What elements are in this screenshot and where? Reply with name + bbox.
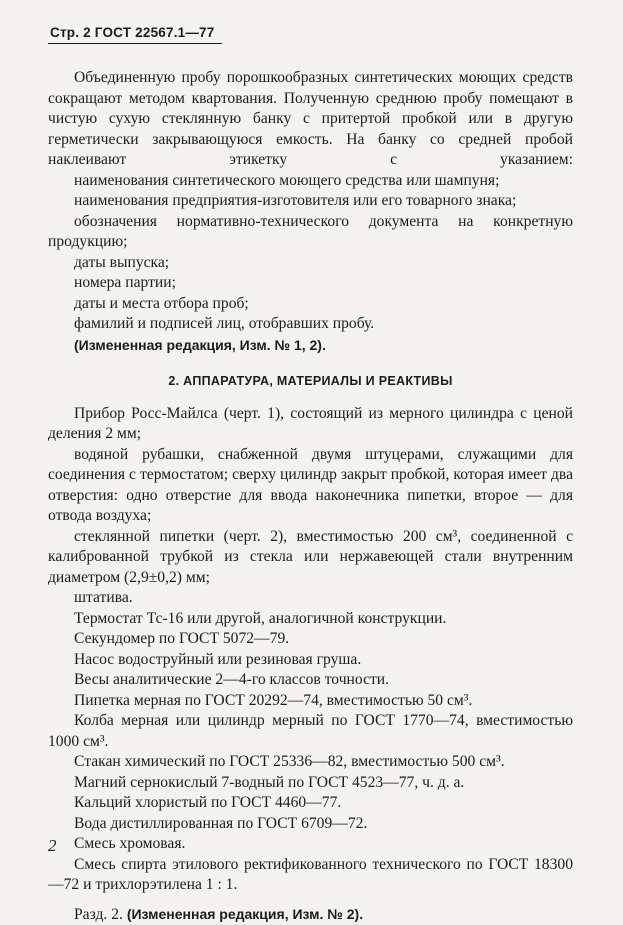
section-amendment xyxy=(48,904,573,925)
equipment-item: Прибор Росс-Майлса (черт. 1), состоящий из мерного цилиндра с ценой деления 2 мм; xyxy=(48,404,573,445)
section-ref: Разд. 2. xyxy=(74,906,123,923)
equipment-item: Термостат Тс-16 или другой, аналогичной конструкции. xyxy=(48,609,573,630)
label-item: даты выпуска; xyxy=(48,253,573,274)
page-number: 2 xyxy=(48,836,57,856)
label-item: даты и места отбора проб; xyxy=(48,294,573,315)
label-item: обозначения нормативно-технического документа на конкретную продукцию; xyxy=(48,212,573,253)
equipment-item: Секундомер по ГОСТ 5072—79. xyxy=(48,629,573,650)
equipment-item: стеклянной пипетки (черт. 2), вместимостью 200 см³, соединенной с калиброванной трубкой из стекла или нержавеющей стали внутренним диаметром (2,9±0,2) мм; xyxy=(48,527,573,589)
label-item: фамилий и подписей лиц, отобравших пробу. xyxy=(48,314,573,335)
equipment-item: Вода дистиллированная по ГОСТ 6709—72. xyxy=(48,814,573,835)
equipment-item: штатива. xyxy=(48,588,573,609)
intro-paragraph: Объединенную пробу порошкообразных синтетических моющих средств сокращают методом квартования. Полученную среднюю пробу помещают в чистую сухую стеклянную банку с притертой пробкой или в другую герметически закрывающуюся емкость. На банку со средней пробой наклеивают этикетку с указанием: xyxy=(48,68,573,171)
equipment-item: Стакан химический по ГОСТ 25336—82, вместимостью 500 см³. xyxy=(48,752,573,773)
header-rule xyxy=(48,43,222,44)
equipment-item: Пипетка мерная по ГОСТ 20292—74, вместимостью 50 см³. xyxy=(48,691,573,712)
label-item: наименования синтетического моющего средства или шампуня; xyxy=(48,171,573,192)
label-item: номера партии; xyxy=(48,273,573,294)
equipment-item: Смесь спирта этилового ректификованного технического по ГОСТ 18300—72 и трихлорэтилена 1 : 1. xyxy=(48,855,573,896)
equipment-item: Смесь хромовая. xyxy=(48,834,573,855)
equipment-item: Кальций хлористый по ГОСТ 4460—77. xyxy=(48,793,573,814)
page-header: Стр. 2 ГОСТ 22567.1—77 xyxy=(50,25,214,40)
equipment-item: Магний сернокислый 7-водный по ГОСТ 4523—77, ч. д. а. xyxy=(48,773,573,794)
amendment-note: (Измененная редакция, Изм. № 2). xyxy=(127,906,363,922)
document-body xyxy=(48,68,573,925)
equipment-item: водяной рубашки, снабженной двумя штуцерами, служащими для соединения с термостатом; сверху цилиндр закрыт пробкой, которая имеет два отверстия: одно отверстие для ввода наконечника пипетки, второе — для отвода воздуха; xyxy=(48,445,573,527)
equipment-item: Весы аналитические 2—4-го классов точности. xyxy=(48,670,573,691)
amendment-note: (Измененная редакция, Изм. № 1, 2). xyxy=(48,335,573,356)
equipment-item: Насос водоструйный или резиновая груша. xyxy=(48,650,573,671)
section-heading: 2. АППАРАТУРА, МАТЕРИАЛЫ И РЕАКТИВЫ xyxy=(48,371,573,392)
label-item: наименования предприятия-изготовителя или его товарного знака; xyxy=(48,191,573,212)
equipment-item: Колба мерная или цилиндр мерный по ГОСТ 1770—74, вместимостью 1000 см³. xyxy=(48,711,573,752)
